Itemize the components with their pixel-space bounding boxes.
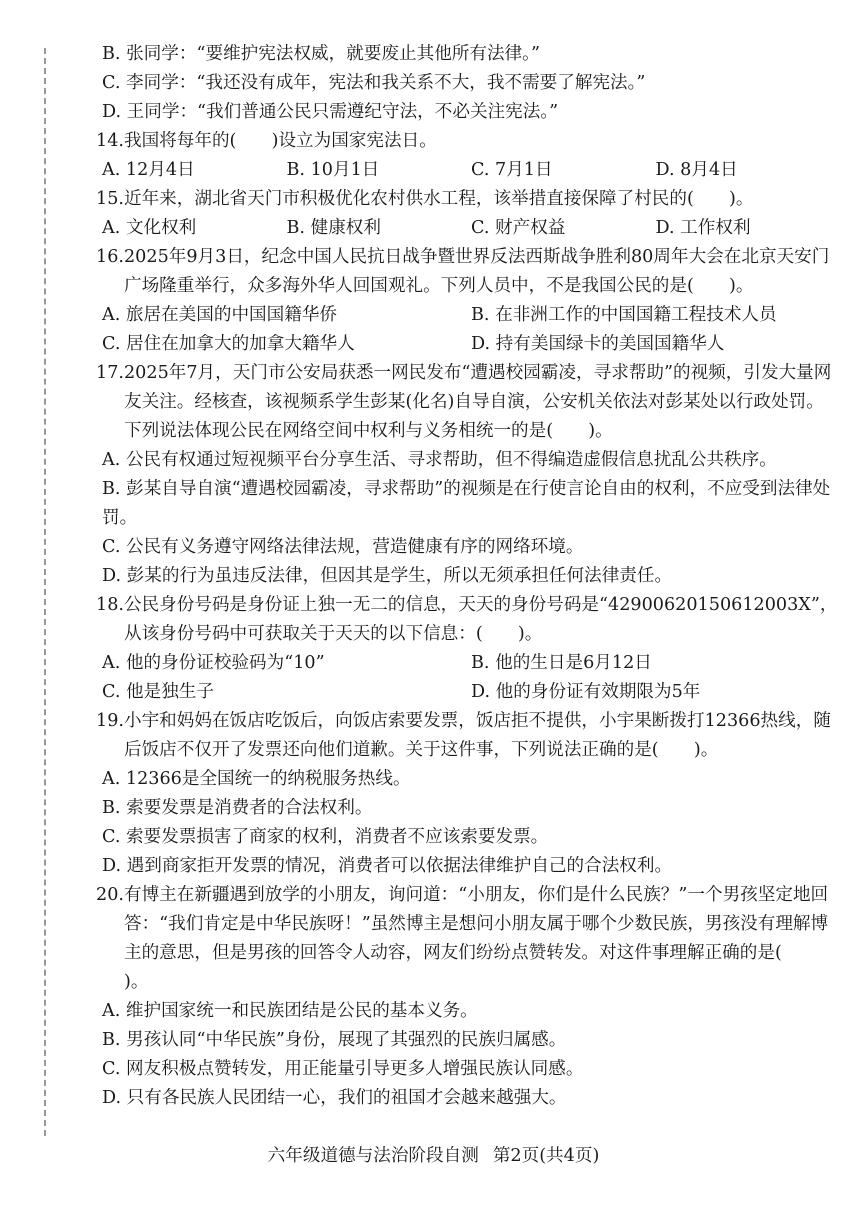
option-a[interactable]: A. 12月4日	[102, 160, 195, 180]
option-d[interactable]: D. 只有各民族人民团结一心，我们的祖国才会越来越强大。	[102, 1088, 567, 1108]
option-c[interactable]: C. 公民有义务遵守网络法律法规，营造健康有序的网络环境。	[102, 537, 584, 557]
question-number: 16.	[96, 247, 124, 267]
footer-page-number: 第2页(共4页)	[492, 1146, 600, 1166]
exam-page	[96, 40, 840, 1113]
question-number: 14.	[96, 131, 124, 151]
option-c[interactable]: C. 财产权益	[471, 218, 566, 238]
question-16	[96, 243, 840, 359]
page-footer	[0, 1142, 867, 1170]
question-20	[96, 881, 840, 1113]
option-b[interactable]: B. 索要发票是消费者的合法权利。	[102, 798, 373, 818]
question-18	[96, 591, 840, 707]
option-d[interactable]: D. 持有美国绿卡的美国国籍华人	[471, 334, 725, 354]
question-number: 20.	[96, 885, 124, 905]
option-b[interactable]: B. 健康权利	[286, 218, 381, 238]
option-d[interactable]: D. 工作权利	[655, 218, 751, 238]
option-c[interactable]: C. 索要发票损害了商家的权利，消费者不应该索要发票。	[102, 827, 549, 847]
question-stem: 2025年7月，天门市公安局获悉一网民发布“遭遇校园霸凌，寻求帮助”的视频，引发大量网友关注。经核查，该视频系学生彭某(化名)自导自演，公安机关依法对彭某处以行政处罚。下列说法体现公民在网络空间中权利与义务相统一的是( )。	[123, 363, 832, 441]
question-stem: 近年来，湖北省天门市积极优化农村供水工程，该举措直接保障了村民的( )。	[123, 189, 754, 209]
option-b[interactable]: B. 张同学：“要维护宪法权威，就要废止其他所有法律。”	[102, 44, 540, 64]
option-a[interactable]: A. 维护国家统一和民族团结是公民的基本义务。	[102, 1001, 478, 1021]
option-b[interactable]: B. 彭某自导自演“遭遇校园霸凌，寻求帮助”的视频是在行使言论自由的权利，不应受到法律处罚。	[102, 479, 831, 528]
option-a[interactable]: A. 他的身份证校验码为“10”	[102, 653, 325, 673]
option-c[interactable]: C. 李同学：“我还没有成年，宪法和我关系不大，我不需要了解宪法。”	[102, 73, 646, 93]
question-stem: 我国将每年的( )设立为国家宪法日。	[123, 131, 437, 151]
option-c[interactable]: C. 他是独生子	[102, 682, 214, 702]
question-19	[96, 707, 840, 881]
option-a[interactable]: A. 文化权利	[102, 218, 197, 238]
option-c[interactable]: C. 网友积极点赞转发，用正能量引导更多人增强民族认同感。	[102, 1059, 584, 1079]
question-stem: 2025年9月3日，纪念中国人民抗日战争暨世界反法西斯战争胜利80周年大会在北京天安门广场隆重举行，众多海外华人回国观礼。下列人员中，不是我国公民的是( )。	[123, 247, 830, 296]
question-number: 18.	[96, 595, 124, 615]
question-14	[96, 127, 840, 185]
question-number: 19.	[96, 711, 124, 731]
question-15	[96, 185, 840, 243]
question-17	[96, 359, 840, 591]
option-a[interactable]: A. 12366是全国统一的纳税服务热线。	[102, 769, 411, 789]
option-d[interactable]: D. 王同学：“我们普通公民只需遵纪守法，不必关注宪法。”	[102, 102, 559, 122]
option-d[interactable]: D. 彭某的行为虽违反法律，但因其是学生，所以无须承担任何法律责任。	[102, 566, 673, 586]
option-a[interactable]: A. 公民有权通过短视频平台分享生活、寻求帮助，但不得编造虚假信息扰乱公共秩序。	[102, 450, 777, 470]
footer-title: 六年级道德与法治阶段自测	[267, 1146, 479, 1166]
option-c[interactable]: C. 居住在加拿大的加拿大籍华人	[102, 334, 355, 354]
carry-over-options	[96, 40, 840, 127]
option-d[interactable]: D. 遇到商家拒开发票的情况，消费者可以依据法律维护自己的合法权利。	[102, 856, 673, 876]
question-stem: 公民身份号码是身份证上独一无二的信息，天天的身份号码是“42900620150612003X”，从该身份号码中可获取关于天天的以下信息：( )。	[123, 595, 838, 644]
binding-margin-line	[44, 48, 46, 1136]
question-number: 15.	[96, 189, 124, 209]
option-c[interactable]: C. 7月1日	[471, 160, 553, 180]
option-b[interactable]: B. 在非洲工作的中国国籍工程技术人员	[471, 305, 777, 325]
option-a[interactable]: A. 旅居在美国的中国国籍华侨	[102, 305, 338, 325]
option-b[interactable]: B. 10月1日	[286, 160, 380, 180]
question-number: 17.	[96, 363, 124, 383]
option-b[interactable]: B. 男孩认同“中华民族”身份，展现了其强烈的民族归属感。	[102, 1030, 567, 1050]
option-d[interactable]: D. 8月4日	[655, 160, 738, 180]
question-stem: 小宇和妈妈在饭店吃饭后，向饭店索要发票，饭店拒不提供，小宇果断拨打12366热线，随后饭店不仅开了发票还向他们道歉。关于这件事，下列说法正确的是( )。	[123, 711, 831, 760]
option-b[interactable]: B. 他的生日是6月12日	[471, 653, 652, 673]
question-stem: 有博主在新疆遇到放学的小朋友，询问道：“小朋友，你们是什么民族？”一个男孩坚定地回答：“我们肯定是中华民族呀！”虽然博主是想问小朋友属于哪个少数民族，男孩没有理解博主的意思，但是男孩的回答令人动容，网友们纷纷点赞转发。对这件事理解正确的是( )。	[123, 885, 829, 992]
option-d[interactable]: D. 他的身份证有效期限为5年	[471, 682, 701, 702]
